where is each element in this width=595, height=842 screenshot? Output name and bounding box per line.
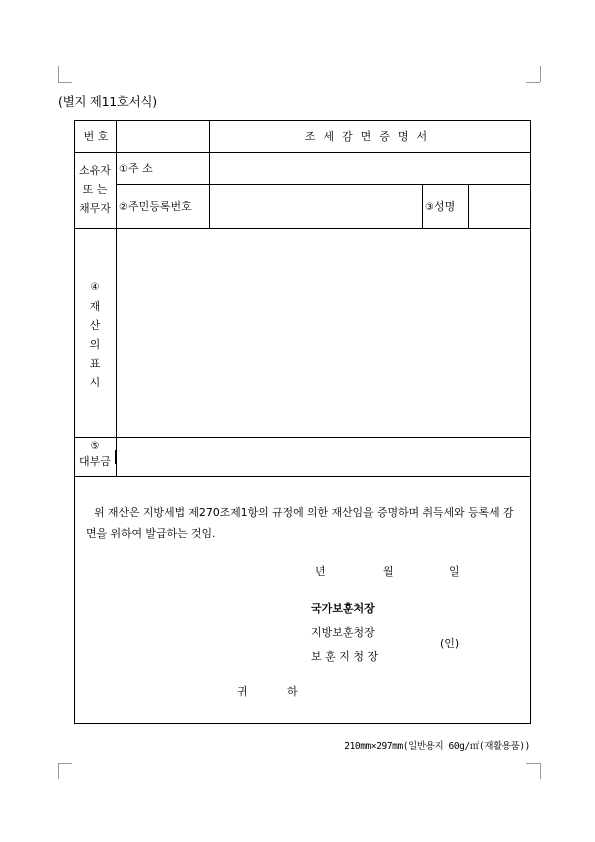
circled-number-5: ⑤	[90, 441, 100, 452]
certification-statement: 위 재산은 지방세법 제270조제1항의 규정에 의한 재산임을 증명하며 취득세와 등록세 감면을 위하여 발급하는 것임.	[86, 506, 514, 540]
issuer-name: 국가보훈처장	[311, 602, 375, 615]
column-divider	[116, 120, 117, 477]
address-label: ①주 소	[119, 162, 153, 175]
addressee-left: 귀	[237, 685, 248, 698]
row-divider	[74, 476, 531, 477]
crop-mark-bottom-right	[526, 763, 540, 764]
day-label: 일	[449, 565, 460, 578]
circled-number-4: ④	[90, 282, 100, 293]
row-divider	[74, 437, 531, 438]
document-title: 조세감면증명서	[304, 130, 436, 143]
owner-label-line: 소유자	[79, 164, 111, 177]
loan-label: ⑤ 대부금	[74, 439, 116, 469]
crop-mark-top-right	[526, 82, 540, 83]
property-label: ④ 재 산 의 표 시	[74, 278, 116, 392]
owner-label-line: 또 는	[82, 183, 108, 196]
crop-mark-bottom-right	[540, 763, 541, 779]
row-divider	[74, 152, 531, 153]
number-label: 번 호	[83, 130, 109, 143]
circled-number-1: ①	[119, 164, 128, 175]
circled-number-3: ③	[425, 202, 434, 213]
crop-mark-top-left	[58, 82, 72, 83]
resident-id-label: ②주민등록번호	[119, 200, 192, 213]
text-cursor	[115, 450, 117, 464]
column-divider	[468, 184, 469, 228]
owner-label-line: 채무자	[79, 202, 111, 215]
form-number-label: (별지 제11호서식)	[58, 94, 157, 109]
crop-mark-bottom-left	[58, 763, 72, 764]
name-label: ③성명	[425, 200, 456, 213]
row-divider	[74, 228, 531, 229]
month-label: 월	[383, 565, 394, 578]
crop-mark-top-right	[540, 66, 541, 82]
column-divider	[422, 184, 423, 228]
issuer-name: 지방보훈청장	[311, 626, 375, 639]
owner-group-label	[74, 161, 116, 218]
crop-mark-bottom-left	[58, 763, 59, 779]
crop-mark-top-left	[58, 66, 59, 82]
year-label: 년	[315, 565, 326, 578]
issuer-name: 보 훈 지 청 장	[311, 650, 379, 663]
addressee-right: 하	[287, 685, 298, 698]
seal-mark: (인)	[440, 637, 460, 650]
circled-number-2: ②	[119, 202, 128, 213]
paper-spec: 210mm×297mm(일반용지 60g/㎡(재활용품))	[344, 741, 530, 752]
